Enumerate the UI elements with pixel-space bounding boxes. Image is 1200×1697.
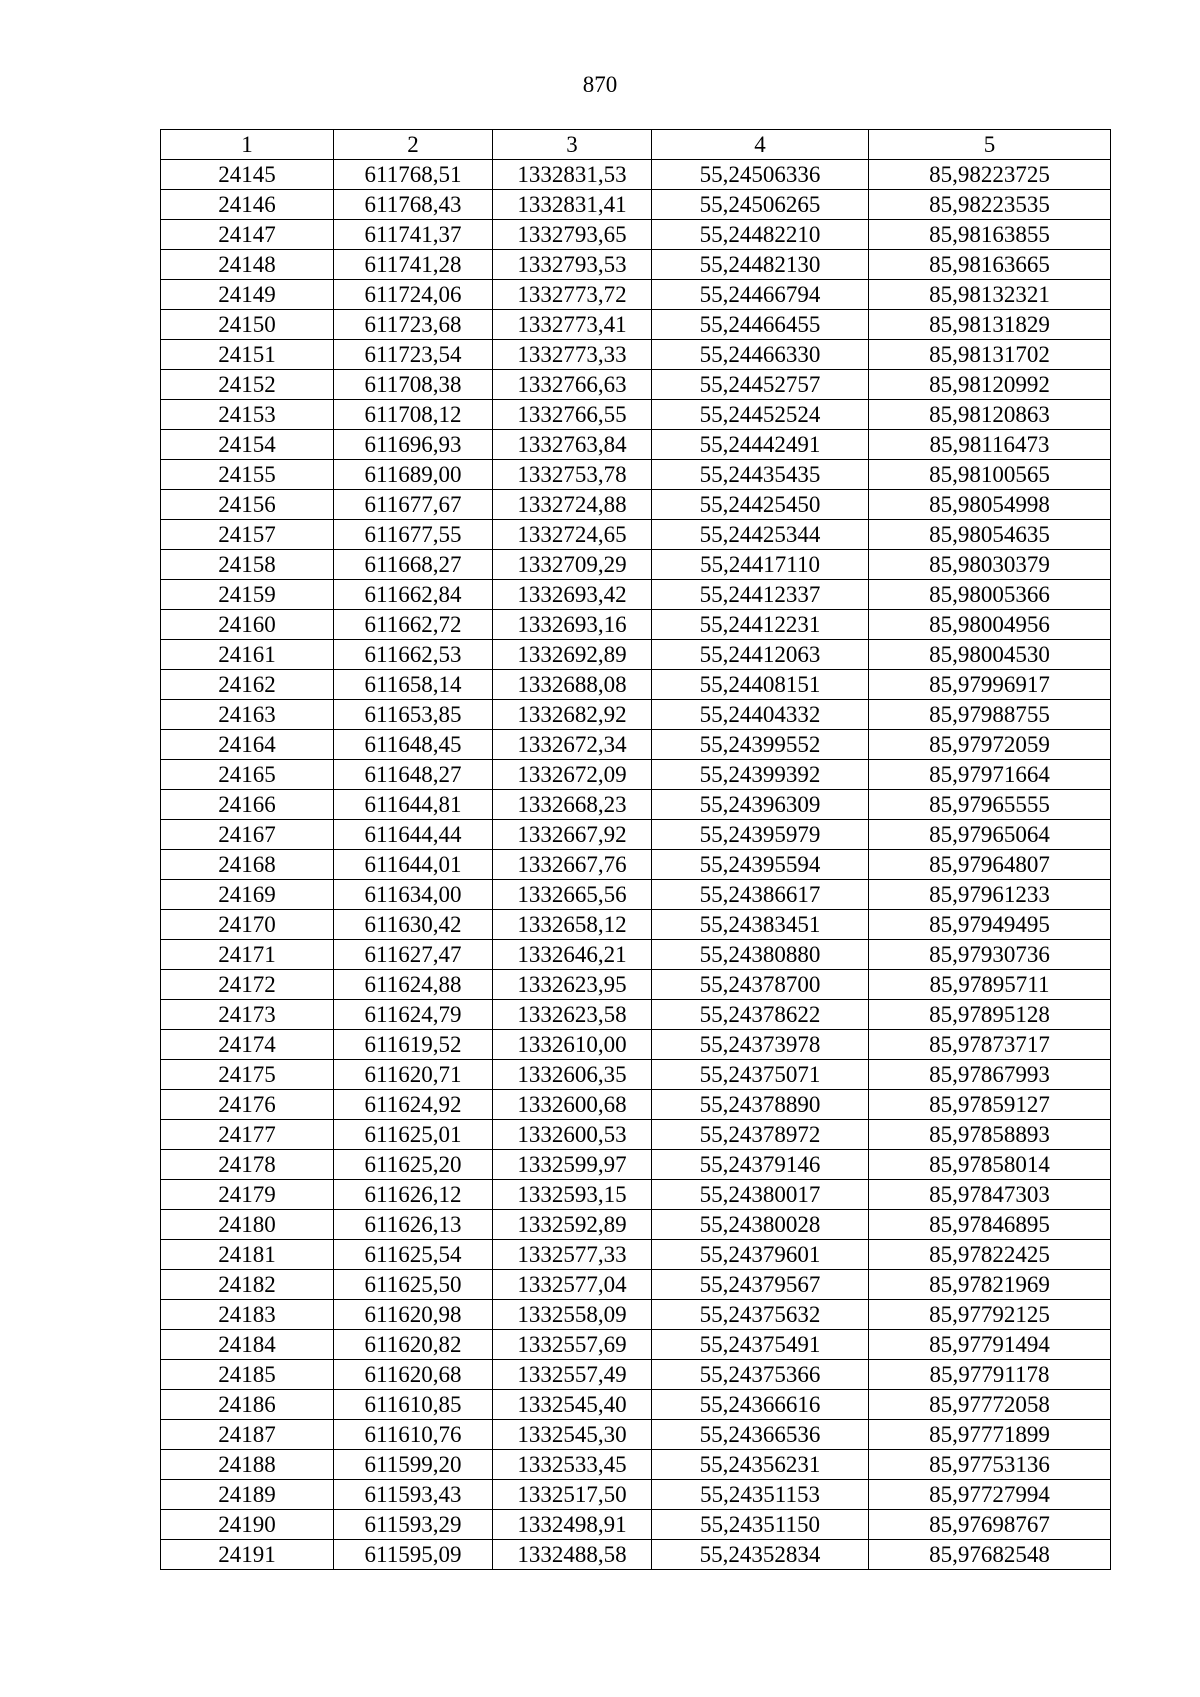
- table-cell-col-5: 85,98005366: [869, 580, 1111, 610]
- table-row: [161, 700, 1111, 730]
- table-cell-col-4: 55,24378622: [652, 1000, 869, 1030]
- table-cell-col-2: 611723,68: [334, 310, 493, 340]
- table-cell-col-1: 24191: [161, 1540, 334, 1570]
- table-cell-col-3: 1332672,09: [493, 760, 652, 790]
- table-cell-col-4: 55,24386617: [652, 880, 869, 910]
- table-row: [161, 670, 1111, 700]
- table-cell-col-3: 1332688,08: [493, 670, 652, 700]
- table-cell-col-4: 55,24482210: [652, 220, 869, 250]
- table-cell-col-2: 611741,28: [334, 250, 493, 280]
- column-header-5: 5: [869, 130, 1111, 160]
- table-cell-col-1: 24182: [161, 1270, 334, 1300]
- table-cell-col-5: 85,97895711: [869, 970, 1111, 1000]
- table-cell-col-3: 1332672,34: [493, 730, 652, 760]
- table-cell-col-3: 1332623,58: [493, 1000, 652, 1030]
- table-cell-col-5: 85,97988755: [869, 700, 1111, 730]
- table-row: [161, 820, 1111, 850]
- table-row: [161, 1300, 1111, 1330]
- table-cell-col-2: 611648,27: [334, 760, 493, 790]
- table-row: [161, 580, 1111, 610]
- table-cell-col-4: 55,24482130: [652, 250, 869, 280]
- table-cell-col-4: 55,24379146: [652, 1150, 869, 1180]
- table-row: [161, 490, 1111, 520]
- table-row: [161, 910, 1111, 940]
- table-cell-col-4: 55,24404332: [652, 700, 869, 730]
- table-cell-col-4: 55,24373978: [652, 1030, 869, 1060]
- table-cell-col-3: 1332668,23: [493, 790, 652, 820]
- table-cell-col-1: 24179: [161, 1180, 334, 1210]
- table-cell-col-2: 611625,01: [334, 1120, 493, 1150]
- table-cell-col-4: 55,24452524: [652, 400, 869, 430]
- table-cell-col-1: 24154: [161, 430, 334, 460]
- table-cell-col-3: 1332831,53: [493, 160, 652, 190]
- table-cell-col-3: 1332600,53: [493, 1120, 652, 1150]
- table-row: [161, 430, 1111, 460]
- table-cell-col-4: 55,24375366: [652, 1360, 869, 1390]
- table-cell-col-1: 24156: [161, 490, 334, 520]
- table-cell-col-1: 24164: [161, 730, 334, 760]
- table-cell-col-3: 1332646,21: [493, 940, 652, 970]
- table-cell-col-2: 611648,45: [334, 730, 493, 760]
- table-cell-col-1: 24162: [161, 670, 334, 700]
- table-cell-col-3: 1332558,09: [493, 1300, 652, 1330]
- table-cell-col-3: 1332793,65: [493, 220, 652, 250]
- table-cell-col-2: 611626,13: [334, 1210, 493, 1240]
- table-cell-col-4: 55,24399392: [652, 760, 869, 790]
- table-cell-col-1: 24152: [161, 370, 334, 400]
- table-cell-col-4: 55,24412337: [652, 580, 869, 610]
- table-cell-col-2: 611610,85: [334, 1390, 493, 1420]
- table-cell-col-2: 611625,50: [334, 1270, 493, 1300]
- table-cell-col-2: 611625,54: [334, 1240, 493, 1270]
- table-cell-col-1: 24185: [161, 1360, 334, 1390]
- table-cell-col-3: 1332592,89: [493, 1210, 652, 1240]
- table-cell-col-3: 1332599,97: [493, 1150, 652, 1180]
- table-cell-col-5: 85,97727994: [869, 1480, 1111, 1510]
- table-cell-col-3: 1332606,35: [493, 1060, 652, 1090]
- table-row: [161, 310, 1111, 340]
- table-row: [161, 190, 1111, 220]
- table-cell-col-5: 85,98030379: [869, 550, 1111, 580]
- table-cell-col-2: 611619,52: [334, 1030, 493, 1060]
- column-header-2: 2: [334, 130, 493, 160]
- table-cell-col-3: 1332488,58: [493, 1540, 652, 1570]
- table-cell-col-2: 611627,47: [334, 940, 493, 970]
- table-cell-col-5: 85,98223535: [869, 190, 1111, 220]
- table-cell-col-5: 85,98163665: [869, 250, 1111, 280]
- table-cell-col-5: 85,97859127: [869, 1090, 1111, 1120]
- table-cell-col-3: 1332577,33: [493, 1240, 652, 1270]
- table-row: [161, 160, 1111, 190]
- table-cell-col-1: 24176: [161, 1090, 334, 1120]
- table-row: [161, 370, 1111, 400]
- table-cell-col-5: 85,98004956: [869, 610, 1111, 640]
- table-cell-col-5: 85,98054998: [869, 490, 1111, 520]
- table-row: [161, 1150, 1111, 1180]
- table-cell-col-2: 611595,09: [334, 1540, 493, 1570]
- table-cell-col-1: 24180: [161, 1210, 334, 1240]
- table-cell-col-1: 24190: [161, 1510, 334, 1540]
- table-cell-col-2: 611644,01: [334, 850, 493, 880]
- table-cell-col-4: 55,24380028: [652, 1210, 869, 1240]
- table-cell-col-4: 55,24380017: [652, 1180, 869, 1210]
- table-header-row: [161, 130, 1111, 160]
- table-row: [161, 1360, 1111, 1390]
- table-cell-col-5: 85,97753136: [869, 1450, 1111, 1480]
- table-cell-col-5: 85,98131829: [869, 310, 1111, 340]
- table-cell-col-5: 85,97930736: [869, 940, 1111, 970]
- table-cell-col-5: 85,97873717: [869, 1030, 1111, 1060]
- table-cell-col-5: 85,97895128: [869, 1000, 1111, 1030]
- table-cell-col-1: 24150: [161, 310, 334, 340]
- table-cell-col-5: 85,97858893: [869, 1120, 1111, 1150]
- coordinates-table: [160, 129, 1111, 1570]
- table-cell-col-4: 55,24380880: [652, 940, 869, 970]
- table-cell-col-2: 611625,20: [334, 1150, 493, 1180]
- table-cell-col-4: 55,24506336: [652, 160, 869, 190]
- table-cell-col-4: 55,24378972: [652, 1120, 869, 1150]
- table-cell-col-1: 24171: [161, 940, 334, 970]
- table-cell-col-3: 1332693,42: [493, 580, 652, 610]
- table-cell-col-5: 85,98004530: [869, 640, 1111, 670]
- table-cell-col-1: 24157: [161, 520, 334, 550]
- table-cell-col-1: 24163: [161, 700, 334, 730]
- table-cell-col-3: 1332600,68: [493, 1090, 652, 1120]
- table-cell-col-5: 85,97971664: [869, 760, 1111, 790]
- table-cell-col-4: 55,24417110: [652, 550, 869, 580]
- table-cell-col-1: 24168: [161, 850, 334, 880]
- table-cell-col-5: 85,97965555: [869, 790, 1111, 820]
- table-cell-col-3: 1332610,00: [493, 1030, 652, 1060]
- table-cell-col-5: 85,98120863: [869, 400, 1111, 430]
- table-cell-col-2: 611634,00: [334, 880, 493, 910]
- table-cell-col-4: 55,24452757: [652, 370, 869, 400]
- table-cell-col-3: 1332773,33: [493, 340, 652, 370]
- table-cell-col-2: 611624,79: [334, 1000, 493, 1030]
- table-cell-col-3: 1332533,45: [493, 1450, 652, 1480]
- table-cell-col-2: 611653,85: [334, 700, 493, 730]
- table-cell-col-5: 85,97961233: [869, 880, 1111, 910]
- table-cell-col-4: 55,24375071: [652, 1060, 869, 1090]
- table-cell-col-1: 24158: [161, 550, 334, 580]
- table-row: [161, 880, 1111, 910]
- table-cell-col-4: 55,24396309: [652, 790, 869, 820]
- table-cell-col-3: 1332667,92: [493, 820, 652, 850]
- table-cell-col-3: 1332793,53: [493, 250, 652, 280]
- table-cell-col-3: 1332763,84: [493, 430, 652, 460]
- table-cell-col-1: 24155: [161, 460, 334, 490]
- table-cell-col-4: 55,24383451: [652, 910, 869, 940]
- table-cell-col-2: 611620,98: [334, 1300, 493, 1330]
- table-cell-col-2: 611626,12: [334, 1180, 493, 1210]
- table-cell-col-1: 24172: [161, 970, 334, 1000]
- table-cell-col-5: 85,98120992: [869, 370, 1111, 400]
- table-cell-col-3: 1332667,76: [493, 850, 652, 880]
- table-cell-col-4: 55,24442491: [652, 430, 869, 460]
- table-cell-col-3: 1332665,56: [493, 880, 652, 910]
- table-cell-col-2: 611708,38: [334, 370, 493, 400]
- table-cell-col-1: 24186: [161, 1390, 334, 1420]
- table-cell-col-3: 1332766,63: [493, 370, 652, 400]
- table-row: [161, 550, 1111, 580]
- table-cell-col-5: 85,98100565: [869, 460, 1111, 490]
- column-header-1: 1: [161, 130, 334, 160]
- table-row: [161, 1030, 1111, 1060]
- table-cell-col-4: 55,24375491: [652, 1330, 869, 1360]
- table-row: [161, 280, 1111, 310]
- table-cell-col-4: 55,24378700: [652, 970, 869, 1000]
- table-cell-col-4: 55,24351150: [652, 1510, 869, 1540]
- table-row: [161, 1450, 1111, 1480]
- table-cell-col-2: 611624,88: [334, 970, 493, 1000]
- table-row: [161, 1180, 1111, 1210]
- table-cell-col-1: 24161: [161, 640, 334, 670]
- table-cell-col-2: 611689,00: [334, 460, 493, 490]
- table-cell-col-5: 85,97996917: [869, 670, 1111, 700]
- table-cell-col-2: 611624,92: [334, 1090, 493, 1120]
- table-cell-col-4: 55,24412063: [652, 640, 869, 670]
- table-cell-col-1: 24174: [161, 1030, 334, 1060]
- table-cell-col-3: 1332693,16: [493, 610, 652, 640]
- table-cell-col-2: 611599,20: [334, 1450, 493, 1480]
- table-cell-col-5: 85,97791178: [869, 1360, 1111, 1390]
- table-cell-col-3: 1332545,30: [493, 1420, 652, 1450]
- table-cell-col-4: 55,24506265: [652, 190, 869, 220]
- table-cell-col-2: 611593,43: [334, 1480, 493, 1510]
- table-row: [161, 250, 1111, 280]
- table-cell-col-1: 24146: [161, 190, 334, 220]
- table-row: [161, 1210, 1111, 1240]
- table-cell-col-1: 24149: [161, 280, 334, 310]
- table-cell-col-4: 55,24378890: [652, 1090, 869, 1120]
- table-cell-col-5: 85,97682548: [869, 1540, 1111, 1570]
- table-cell-col-5: 85,97965064: [869, 820, 1111, 850]
- table-cell-col-1: 24175: [161, 1060, 334, 1090]
- table-row: [161, 760, 1111, 790]
- table-cell-col-3: 1332517,50: [493, 1480, 652, 1510]
- table-cell-col-1: 24170: [161, 910, 334, 940]
- table-row: [161, 640, 1111, 670]
- table-cell-col-1: 24151: [161, 340, 334, 370]
- table-row: [161, 1330, 1111, 1360]
- table-cell-col-2: 611644,44: [334, 820, 493, 850]
- table-row: [161, 1060, 1111, 1090]
- table-cell-col-5: 85,97867993: [869, 1060, 1111, 1090]
- table-cell-col-4: 55,24356231: [652, 1450, 869, 1480]
- table-cell-col-1: 24189: [161, 1480, 334, 1510]
- table-cell-col-4: 55,24366536: [652, 1420, 869, 1450]
- table-cell-col-1: 24160: [161, 610, 334, 640]
- table-cell-col-2: 611630,42: [334, 910, 493, 940]
- table-cell-col-1: 24177: [161, 1120, 334, 1150]
- table-cell-col-2: 611723,54: [334, 340, 493, 370]
- table-cell-col-3: 1332724,88: [493, 490, 652, 520]
- table-row: [161, 730, 1111, 760]
- table-row: [161, 1120, 1111, 1150]
- table-cell-col-2: 611662,84: [334, 580, 493, 610]
- table-cell-col-1: 24184: [161, 1330, 334, 1360]
- table-row: [161, 1390, 1111, 1420]
- table-row: [161, 1270, 1111, 1300]
- table-row: [161, 400, 1111, 430]
- table-cell-col-2: 611696,93: [334, 430, 493, 460]
- table-cell-col-2: 611677,67: [334, 490, 493, 520]
- table-cell-col-1: 24159: [161, 580, 334, 610]
- table-cell-col-1: 24167: [161, 820, 334, 850]
- table-body: [161, 160, 1111, 1570]
- table-row: [161, 1090, 1111, 1120]
- table-cell-col-4: 55,24395979: [652, 820, 869, 850]
- table-cell-col-1: 24173: [161, 1000, 334, 1030]
- table-cell-col-1: 24187: [161, 1420, 334, 1450]
- table-row: [161, 520, 1111, 550]
- table-cell-col-2: 611662,72: [334, 610, 493, 640]
- table-cell-col-4: 55,24425450: [652, 490, 869, 520]
- table-cell-col-2: 611708,12: [334, 400, 493, 430]
- table-cell-col-2: 611620,68: [334, 1360, 493, 1390]
- table-cell-col-4: 55,24379567: [652, 1270, 869, 1300]
- table-cell-col-1: 24166: [161, 790, 334, 820]
- table-cell-col-5: 85,97964807: [869, 850, 1111, 880]
- table-cell-col-4: 55,24395594: [652, 850, 869, 880]
- table-row: [161, 220, 1111, 250]
- table-row: [161, 1540, 1111, 1570]
- table-cell-col-4: 55,24466794: [652, 280, 869, 310]
- column-header-3: 3: [493, 130, 652, 160]
- table-row: [161, 970, 1111, 1000]
- table-cell-col-2: 611668,27: [334, 550, 493, 580]
- table-cell-col-3: 1332709,29: [493, 550, 652, 580]
- table-cell-col-2: 611644,81: [334, 790, 493, 820]
- table-cell-col-2: 611768,43: [334, 190, 493, 220]
- table-cell-col-3: 1332545,40: [493, 1390, 652, 1420]
- table-cell-col-4: 55,24351153: [652, 1480, 869, 1510]
- table-cell-col-4: 55,24435435: [652, 460, 869, 490]
- table-cell-col-4: 55,24366616: [652, 1390, 869, 1420]
- table-cell-col-3: 1332557,49: [493, 1360, 652, 1390]
- table-cell-col-5: 85,97698767: [869, 1510, 1111, 1540]
- table-cell-col-5: 85,98131702: [869, 340, 1111, 370]
- table-cell-col-4: 55,24425344: [652, 520, 869, 550]
- table-cell-col-3: 1332498,91: [493, 1510, 652, 1540]
- table-row: [161, 790, 1111, 820]
- table-cell-col-4: 55,24466455: [652, 310, 869, 340]
- table-cell-col-2: 611610,76: [334, 1420, 493, 1450]
- table-cell-col-4: 55,24408151: [652, 670, 869, 700]
- table-cell-col-3: 1332831,41: [493, 190, 652, 220]
- table-cell-col-3: 1332773,41: [493, 310, 652, 340]
- table-cell-col-1: 24183: [161, 1300, 334, 1330]
- table-cell-col-5: 85,98132321: [869, 280, 1111, 310]
- table-cell-col-4: 55,24466330: [652, 340, 869, 370]
- table-cell-col-5: 85,97821969: [869, 1270, 1111, 1300]
- table-cell-col-4: 55,24375632: [652, 1300, 869, 1330]
- table-cell-col-3: 1332682,92: [493, 700, 652, 730]
- table-row: [161, 1480, 1111, 1510]
- table-row: [161, 340, 1111, 370]
- table-cell-col-5: 85,97791494: [869, 1330, 1111, 1360]
- table-cell-col-2: 611593,29: [334, 1510, 493, 1540]
- table-row: [161, 460, 1111, 490]
- table-cell-col-2: 611662,53: [334, 640, 493, 670]
- table-row: [161, 1000, 1111, 1030]
- table-cell-col-2: 611620,71: [334, 1060, 493, 1090]
- table-cell-col-1: 24148: [161, 250, 334, 280]
- table-cell-col-3: 1332724,65: [493, 520, 652, 550]
- table-cell-col-3: 1332593,15: [493, 1180, 652, 1210]
- table-row: [161, 1420, 1111, 1450]
- table-row: [161, 1240, 1111, 1270]
- table-cell-col-5: 85,97822425: [869, 1240, 1111, 1270]
- table-cell-col-1: 24145: [161, 160, 334, 190]
- table-cell-col-4: 55,24399552: [652, 730, 869, 760]
- table-cell-col-5: 85,97847303: [869, 1180, 1111, 1210]
- table-row: [161, 850, 1111, 880]
- table-cell-col-1: 24181: [161, 1240, 334, 1270]
- table-cell-col-2: 611741,37: [334, 220, 493, 250]
- table-cell-col-3: 1332753,78: [493, 460, 652, 490]
- table-cell-col-5: 85,98054635: [869, 520, 1111, 550]
- table-cell-col-3: 1332658,12: [493, 910, 652, 940]
- table-cell-col-2: 611768,51: [334, 160, 493, 190]
- table-row: [161, 940, 1111, 970]
- table-row: [161, 610, 1111, 640]
- table-cell-col-1: 24169: [161, 880, 334, 910]
- table-cell-col-5: 85,98116473: [869, 430, 1111, 460]
- table-cell-col-3: 1332773,72: [493, 280, 652, 310]
- table-cell-col-2: 611677,55: [334, 520, 493, 550]
- table-cell-col-5: 85,97972059: [869, 730, 1111, 760]
- table-cell-col-4: 55,24352834: [652, 1540, 869, 1570]
- table-cell-col-1: 24153: [161, 400, 334, 430]
- table-cell-col-1: 24165: [161, 760, 334, 790]
- table-cell-col-5: 85,97792125: [869, 1300, 1111, 1330]
- table-cell-col-5: 85,98223725: [869, 160, 1111, 190]
- table-cell-col-3: 1332623,95: [493, 970, 652, 1000]
- table-cell-col-5: 85,97858014: [869, 1150, 1111, 1180]
- table-cell-col-3: 1332577,04: [493, 1270, 652, 1300]
- page-number: 870: [582, 72, 618, 97]
- table-cell-col-4: 55,24379601: [652, 1240, 869, 1270]
- table-cell-col-1: 24178: [161, 1150, 334, 1180]
- table-cell-col-5: 85,97772058: [869, 1390, 1111, 1420]
- table-cell-col-2: 611658,14: [334, 670, 493, 700]
- table-cell-col-4: 55,24412231: [652, 610, 869, 640]
- table-cell-col-2: 611724,06: [334, 280, 493, 310]
- table-cell-col-1: 24188: [161, 1450, 334, 1480]
- column-header-4: 4: [652, 130, 869, 160]
- table-cell-col-5: 85,97771899: [869, 1420, 1111, 1450]
- table-cell-col-5: 85,97949495: [869, 910, 1111, 940]
- table-cell-col-5: 85,98163855: [869, 220, 1111, 250]
- table-row: [161, 1510, 1111, 1540]
- table-cell-col-5: 85,97846895: [869, 1210, 1111, 1240]
- table-cell-col-1: 24147: [161, 220, 334, 250]
- table-cell-col-2: 611620,82: [334, 1330, 493, 1360]
- table-cell-col-3: 1332766,55: [493, 400, 652, 430]
- table-cell-col-3: 1332692,89: [493, 640, 652, 670]
- table-cell-col-3: 1332557,69: [493, 1330, 652, 1360]
